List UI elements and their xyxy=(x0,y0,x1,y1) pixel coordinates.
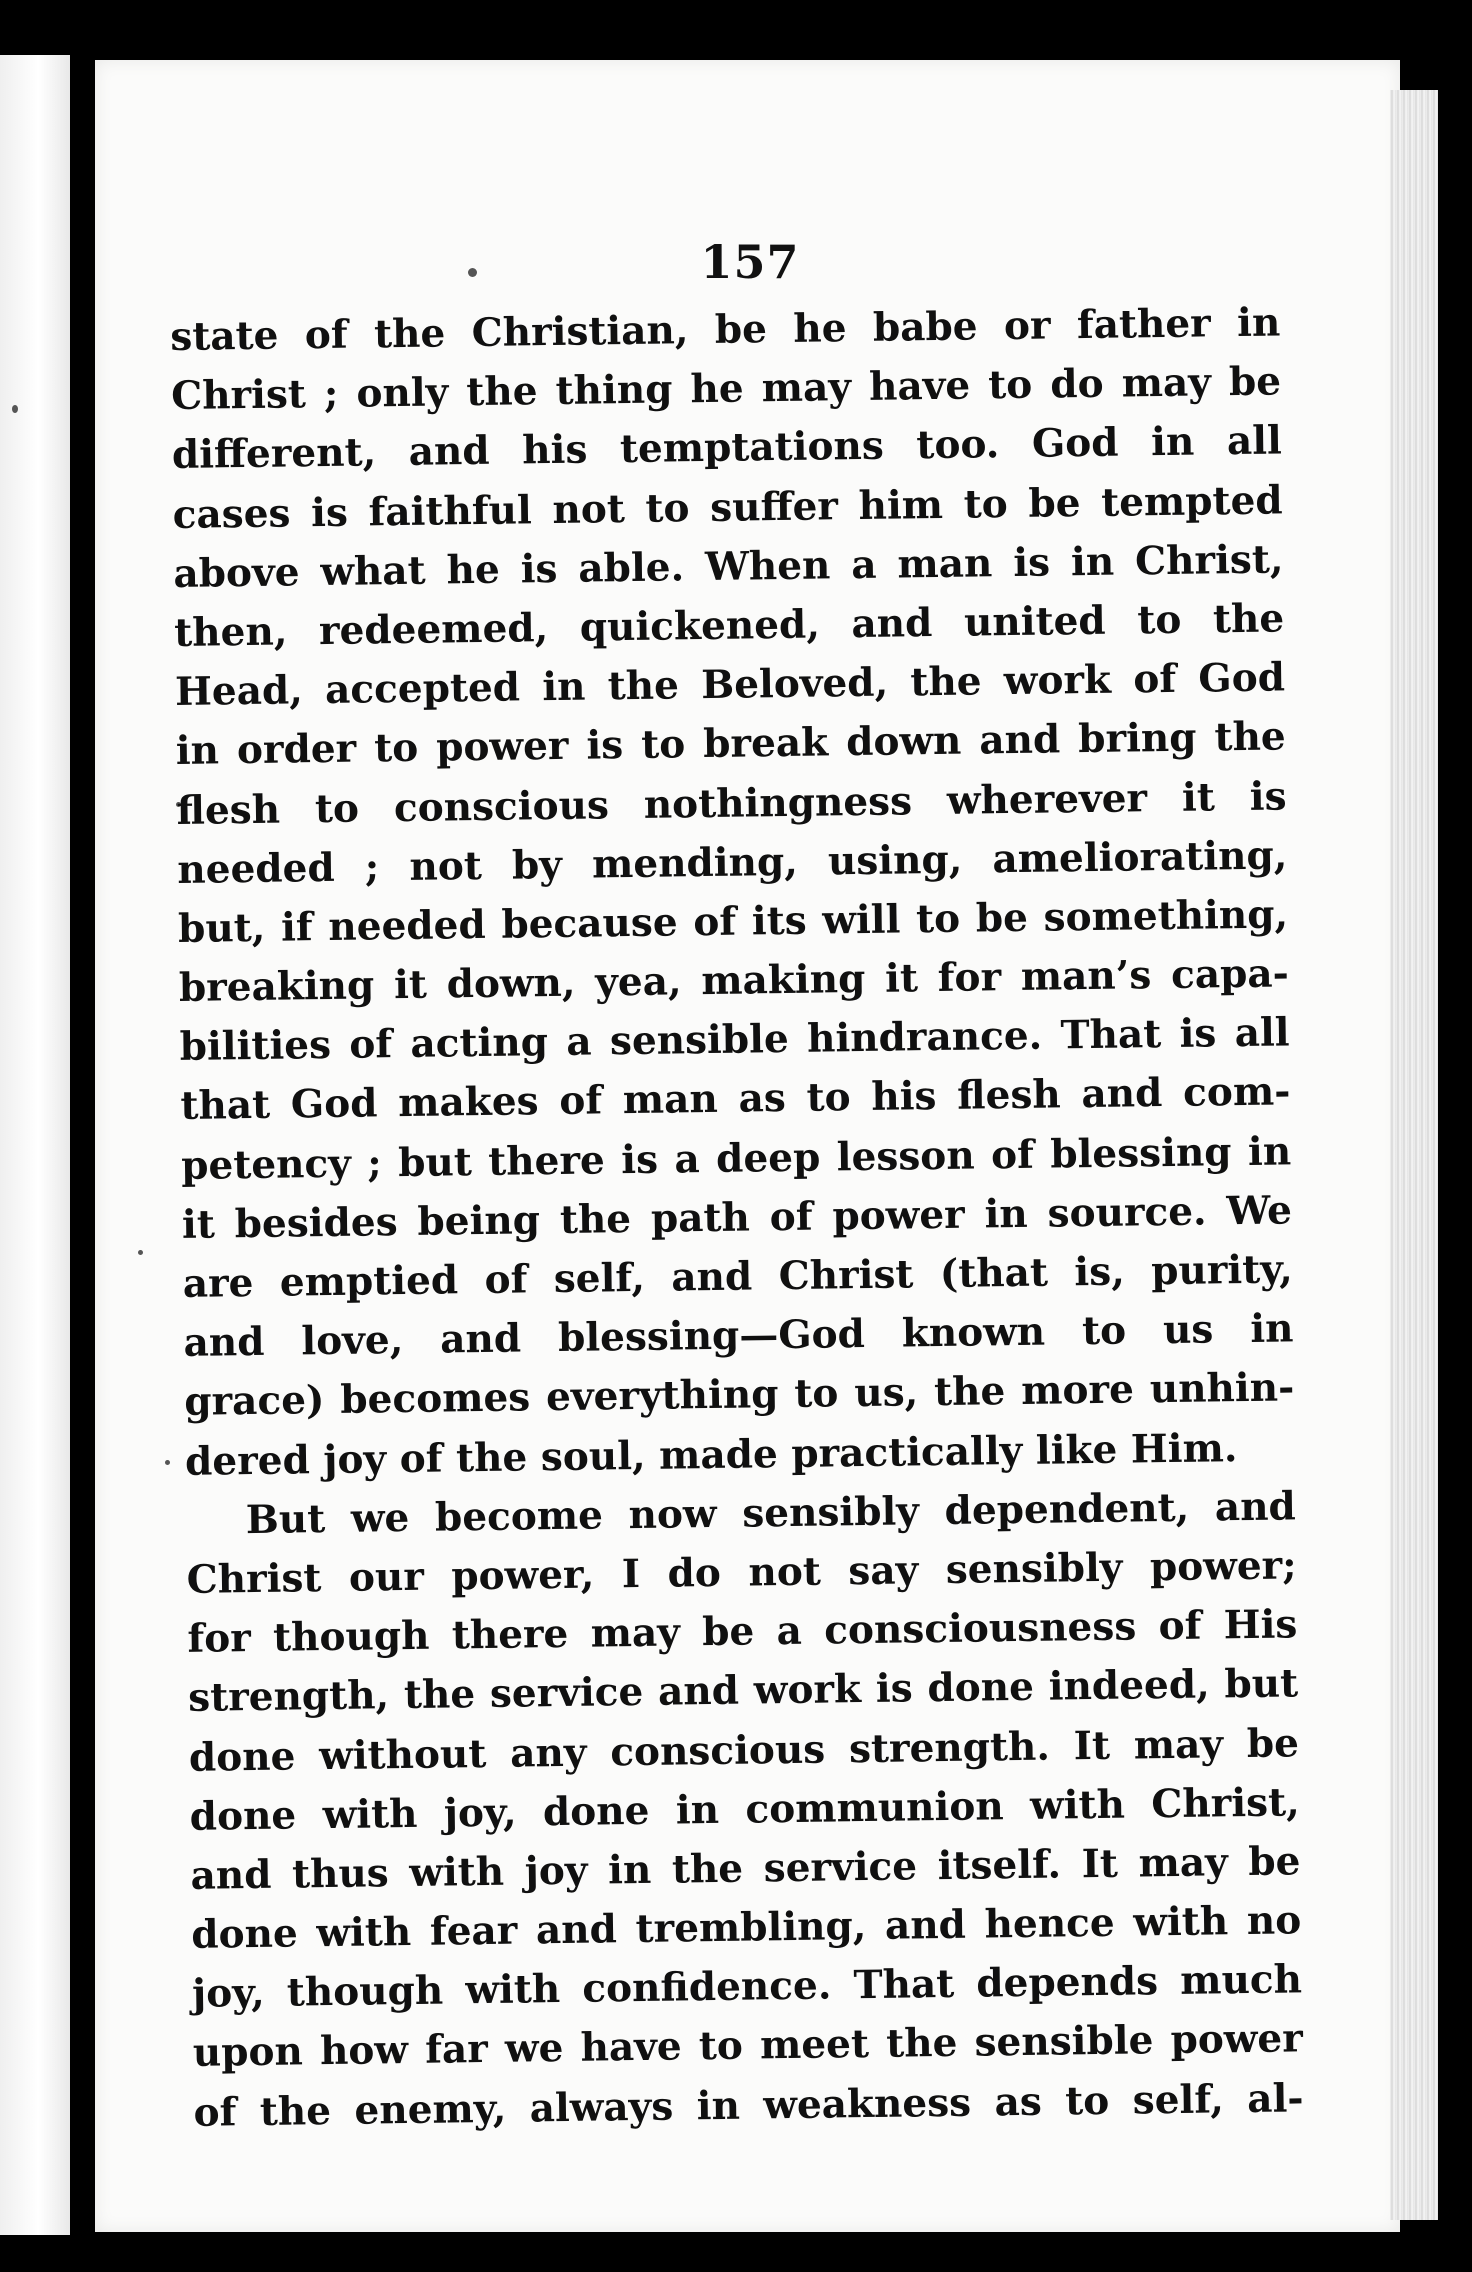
text-line: in order to power is to break down and bring the xyxy=(175,713,1287,775)
text-line: above what he is able. When a man is in Christ, xyxy=(173,536,1284,597)
text-line: Christ ; only the thing he may have to do may be xyxy=(170,358,1282,420)
page-fore-edge xyxy=(1390,90,1438,2220)
text-line: bilities of acting a sensible hindrance. That is all xyxy=(179,1009,1290,1071)
text-line: then, redeemed, quickened, and united to the xyxy=(173,595,1285,656)
text-line: state of the Christian, be he babe or father in xyxy=(170,299,1281,360)
text-line: of the enemy, always in weakness as to self, al- xyxy=(193,2074,1304,2136)
dust-speck xyxy=(12,405,18,413)
text-line: strength, the service and work is done indeed, but xyxy=(187,1660,1299,1722)
text-line: are emptied of self, and Christ (that is, purity, xyxy=(182,1246,1293,1307)
paragraph-2 xyxy=(185,1477,1303,2143)
text-line: needed ; not by mending, using, ameliorating, xyxy=(177,832,1288,893)
text-line: Head, accepted in the Beloved, the work of God xyxy=(174,654,1286,716)
text-line: cases is faithful not to suffer him to be tempted xyxy=(172,477,1283,538)
text-line: Christ our power, I do not say sensibly power; xyxy=(186,1542,1297,1603)
text-line: upon how far we have to meet the sensible power xyxy=(192,2015,1304,2077)
text-line: but, if needed because of its will to be something, xyxy=(177,891,1289,952)
text-line: grace) becomes everything to us, the more unhin- xyxy=(184,1364,1295,1426)
paragraph-1 xyxy=(170,293,1295,1491)
text-line: and love, and blessing—God known to us in xyxy=(183,1305,1294,1367)
text-line: for though there may be a consciousness of His xyxy=(187,1601,1298,1663)
text-line: that God makes of man as to his flesh and com- xyxy=(180,1068,1291,1130)
text-line: But we become now sensibly dependent, and xyxy=(245,1483,1297,1543)
text-line: petency ; but there is a deep lesson of blessing in xyxy=(180,1128,1292,1189)
dust-speck xyxy=(468,268,477,277)
dust-speck xyxy=(165,1460,170,1465)
text-line: dered joy of the soul, made practically like Him. xyxy=(184,1424,1238,1485)
text-line: different, and his temptations too. God in all xyxy=(171,417,1283,479)
text-line: done without any conscious strength. It may be xyxy=(188,1719,1300,1781)
previous-page-edge xyxy=(0,55,70,2235)
text-line: done with joy, done in communion with Christ, xyxy=(189,1779,1300,1840)
text-line: breaking it down, yea, making it for man’s capa- xyxy=(178,950,1290,1012)
text-line: flesh to conscious nothingness wherever it is xyxy=(176,772,1287,834)
text-line: joy, though with confidence. That depends much xyxy=(191,1956,1303,2018)
text-line: done with fear and trembling, and hence with no xyxy=(190,1897,1302,1958)
page-number: 157 xyxy=(700,235,800,289)
text-line: and thus with joy in the service itself. It may be xyxy=(190,1838,1301,1899)
dust-speck xyxy=(138,1250,143,1255)
body-text xyxy=(170,293,1304,2142)
text-line: it besides being the path of power in source. We xyxy=(181,1187,1293,1248)
